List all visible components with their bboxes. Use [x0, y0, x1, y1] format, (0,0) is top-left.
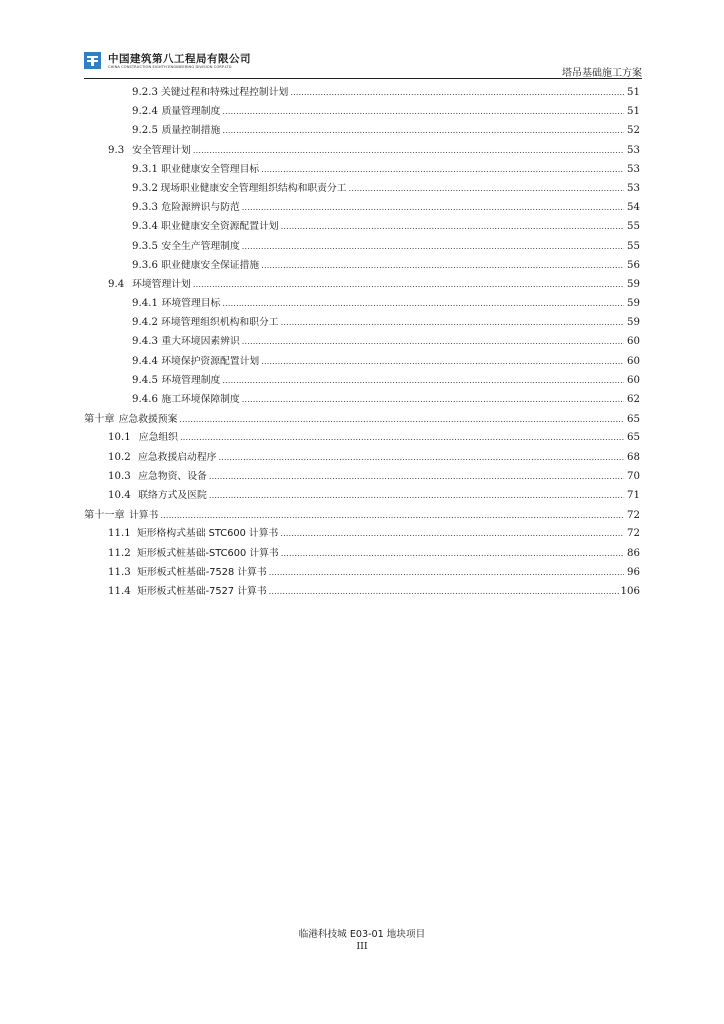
toc-dot-leader: [242, 337, 624, 346]
toc-entry-page: 59: [627, 317, 640, 329]
toc-entry[interactable]: [84, 468, 640, 487]
toc-entry-title: 现场职业健康安全管理组织结构和职责分工: [160, 182, 347, 194]
toc-entry[interactable]: [84, 161, 640, 180]
toc-dot-leader: [261, 261, 624, 270]
toc-entry-number: 10.3: [108, 470, 131, 482]
toc-entry-number: 10.4: [108, 489, 131, 501]
toc-entry-page: 96: [627, 566, 640, 578]
toc-entry-number: 9.3.5: [132, 240, 158, 252]
toc-dot-leader: [180, 433, 624, 442]
toc-dot-leader: [222, 107, 624, 116]
toc-entry-page: 53: [627, 144, 640, 156]
toc-entry[interactable]: [84, 333, 640, 352]
toc-dot-leader: [193, 280, 624, 289]
toc-entry-number: 9.3: [108, 144, 125, 156]
toc-dot-leader: [242, 203, 624, 212]
toc-entry-number: 10.2: [108, 451, 131, 463]
toc-dot-leader: [218, 453, 624, 462]
toc-entry-title: 安全管理计划: [132, 144, 191, 156]
toc-dot-leader: [261, 357, 624, 366]
toc-entry-page: 65: [627, 432, 640, 444]
toc-entry-title: 环境管理目标: [161, 298, 221, 310]
toc-entry-page: 60: [627, 355, 640, 367]
toc-entry-title: 环境保护资源配置计划: [161, 355, 260, 367]
toc-entry-number: 9.4.1: [132, 298, 158, 310]
toc-entry-title: 安全生产管理制度: [161, 240, 240, 252]
toc-entry-number: 9.4.5: [132, 374, 158, 386]
toc-entry-number: 9.2.5: [132, 125, 158, 137]
toc-entry-page: 56: [627, 259, 640, 271]
toc-entry[interactable]: [84, 142, 640, 161]
toc-entry-number: 9.4: [108, 278, 125, 290]
company-name-en: CHINA CONSTRUCTION EIGHTH ENGINEERING DIVISION CORP.LTD: [108, 65, 232, 69]
toc-entry[interactable]: [84, 583, 640, 602]
table-of-contents: [84, 84, 640, 602]
toc-entry-page: 53: [627, 182, 640, 194]
toc-entry-number: 9.3.1: [132, 163, 158, 175]
toc-dot-leader: [160, 511, 624, 520]
toc-entry-page: 72: [627, 510, 640, 522]
toc-entry-title: 环境管理组织机构和职分工: [161, 317, 279, 329]
toc-entry-page: 60: [627, 336, 640, 348]
toc-entry[interactable]: [84, 122, 640, 141]
toc-entry-number: 11.1: [108, 528, 131, 540]
toc-entry-number: 9.3.3: [132, 202, 158, 214]
toc-dot-leader: [222, 299, 624, 308]
toc-entry-title: 应急组织: [138, 432, 178, 444]
toc-dot-leader: [193, 146, 624, 155]
toc-dot-leader: [242, 395, 624, 404]
footer-project: 临港科技城 E03-01 地块项目: [298, 929, 426, 940]
toc-entry-title: 危险源辨识与防范: [161, 202, 240, 214]
toc-entry-page: 70: [627, 470, 640, 482]
toc-dot-leader: [222, 126, 624, 135]
toc-entry[interactable]: [84, 506, 640, 525]
toc-entry-number: 11.2: [108, 547, 131, 559]
toc-entry-number: 10.1: [108, 432, 131, 444]
toc-entry[interactable]: [84, 564, 640, 583]
footer-page-number: III: [356, 941, 368, 952]
toc-entry-page: 51: [627, 87, 640, 98]
toc-entry[interactable]: [84, 180, 640, 199]
toc-entry-title: 应急救援启动程序: [138, 451, 217, 463]
toc-dot-leader: [242, 242, 624, 251]
toc-entry-page: 55: [627, 221, 640, 233]
document-title: 塔吊基础施工方案: [562, 68, 642, 79]
toc-entry-number: 9.4.3: [132, 336, 158, 348]
toc-entry-page: 60: [627, 374, 640, 386]
toc-entry-title: 矩形板式桩基础-7527 计算书: [137, 585, 267, 597]
toc-entry-page: 54: [627, 202, 640, 214]
toc-dot-leader: [281, 549, 624, 558]
toc-entry-title: 应急物资、设备: [138, 470, 207, 482]
toc-entry[interactable]: [84, 84, 640, 103]
toc-entry-title: 职业健康安全资源配置计划: [161, 221, 279, 233]
toc-entry[interactable]: [84, 257, 640, 276]
toc-entry[interactable]: [84, 487, 640, 506]
toc-entry-title: 环境管理计划: [132, 278, 191, 290]
toc-entry[interactable]: [84, 103, 640, 122]
toc-entry[interactable]: [84, 545, 640, 564]
toc-entry-title: 职业健康安全管理目标: [161, 163, 260, 175]
toc-dot-leader: [349, 184, 624, 193]
toc-dot-leader: [269, 587, 619, 596]
toc-dot-leader: [281, 318, 624, 327]
toc-entry[interactable]: [84, 353, 640, 372]
company-name-cn: 中国建筑第八工程局有限公司: [108, 53, 251, 65]
toc-entry[interactable]: [84, 410, 640, 429]
toc-entry-title: 关键过程和特殊过程控制计划: [160, 87, 289, 98]
toc-entry-title: 联络方式及医院: [138, 489, 207, 501]
toc-entry-number: 11.4: [108, 585, 131, 597]
toc-entry[interactable]: [84, 429, 640, 448]
toc-entry-page: 53: [627, 163, 640, 175]
toc-entry-number: 9.3.2: [132, 182, 158, 194]
toc-entry-number: 第十章: [84, 414, 115, 426]
toc-dot-leader: [222, 376, 624, 385]
toc-entry[interactable]: [84, 525, 640, 544]
toc-entry-title: 环境管理制度: [161, 374, 221, 386]
toc-dot-leader: [261, 165, 624, 174]
toc-entry-page: 106: [620, 585, 640, 597]
toc-entry-number: 9.2.3: [132, 87, 158, 98]
company-logo-icon: [84, 52, 101, 69]
toc-entry[interactable]: [84, 391, 640, 410]
toc-entry[interactable]: [84, 295, 640, 314]
toc-entry-page: 68: [627, 451, 640, 463]
toc-dot-leader: [269, 568, 624, 577]
toc-entry[interactable]: [84, 199, 640, 218]
toc-entry-page: 71: [627, 489, 640, 501]
toc-entry-number: 9.3.4: [132, 221, 158, 233]
toc-entry-title: 质量管理制度: [161, 106, 221, 118]
toc-entry-title: 矩形格构式基础 STC600 计算书: [136, 528, 279, 540]
toc-entry-number: 9.3.6: [132, 259, 158, 271]
toc-entry-title: 职业健康安全保证措施: [161, 259, 260, 271]
toc-entry-page: 51: [627, 106, 640, 118]
toc-entry-title: 应急救援预案: [118, 414, 178, 426]
toc-dot-leader: [290, 88, 624, 97]
toc-entry-number: 第十一章: [84, 510, 125, 522]
toc-entry-number: 9.4.6: [132, 394, 158, 405]
toc-dot-leader: [179, 415, 624, 424]
toc-entry[interactable]: [84, 218, 640, 237]
toc-dot-leader: [281, 222, 624, 231]
toc-dot-leader: [280, 529, 624, 538]
toc-dot-leader: [209, 472, 624, 481]
toc-entry-title: 矩形板式桩基础-STC600 计算书: [136, 547, 279, 559]
toc-entry-number: 11.3: [108, 566, 131, 578]
toc-entry-page: 59: [627, 278, 640, 290]
toc-entry-page: 52: [627, 125, 640, 137]
toc-entry-page: 86: [627, 547, 640, 559]
toc-entry-number: 9.4.2: [132, 317, 158, 329]
toc-entry-page: 59: [627, 298, 640, 310]
toc-entry[interactable]: [84, 449, 640, 468]
toc-entry-title: 重大环境因素辨识: [161, 336, 240, 348]
toc-entry-title: 质量控制措施: [161, 125, 221, 137]
toc-dot-leader: [209, 491, 624, 500]
toc-entry[interactable]: [84, 314, 640, 333]
toc-entry[interactable]: [84, 276, 640, 295]
page-header: [84, 50, 642, 78]
toc-entry-title: 施工环境保障制度: [161, 394, 240, 405]
toc-entry-page: 65: [627, 414, 640, 426]
toc-entry-page: 62: [627, 394, 640, 405]
toc-entry-title: 计算书: [128, 510, 159, 522]
toc-entry-title: 矩形板式桩基础-7528 计算书: [137, 566, 267, 578]
toc-entry-page: 55: [627, 240, 640, 252]
header-divider: [84, 78, 642, 79]
toc-entry[interactable]: [84, 372, 640, 391]
toc-entry-number: 9.2.4: [132, 106, 158, 118]
toc-entry[interactable]: [84, 238, 640, 257]
toc-entry-number: 9.4.4: [132, 355, 158, 367]
toc-entry-page: 72: [627, 528, 640, 540]
